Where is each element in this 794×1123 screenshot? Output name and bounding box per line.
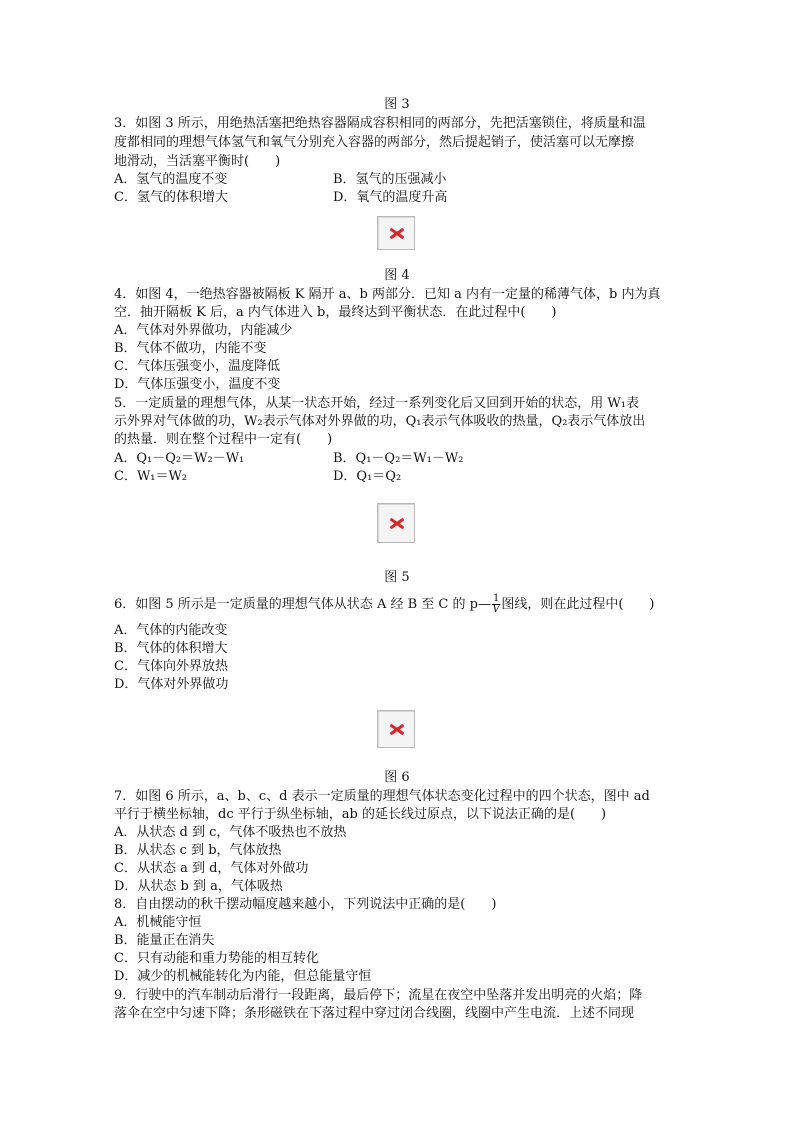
question-6-option-b: B．气体的体积增大 bbox=[114, 641, 228, 656]
question-5-line-3: 的热量．则在整个过程中一定有( ) bbox=[114, 432, 333, 447]
question-6-option-a: A．气体的内能改变 bbox=[114, 623, 228, 638]
question-8-option-a: A．机械能守恒 bbox=[114, 915, 202, 930]
question-8-option-c: C．只有动能和重力势能的相互转化 bbox=[114, 951, 319, 966]
broken-image-icon bbox=[389, 723, 405, 735]
question-3-line-1: 3．如图 3 所示，用绝热活塞把绝热容器隔成容积相同的两部分，先把活塞锁住，将质量和温 bbox=[114, 116, 646, 131]
question-8-option-b: B．能量正在消失 bbox=[114, 933, 215, 948]
question-3-option-d: D．氧气的温度升高 bbox=[333, 190, 448, 205]
reciprocal-v-fraction bbox=[492, 594, 500, 615]
question-8-line-1: 8．自由摆动的秋千摆动幅度越来越小，下列说法中正确的是( ) bbox=[114, 897, 497, 912]
broken-image-icon bbox=[389, 227, 405, 239]
question-7-option-d: D．从状态 b 到 a，气体吸热 bbox=[114, 879, 283, 894]
question-6-option-d: D．气体对外界做功 bbox=[114, 677, 229, 692]
question-3-line-3: 地滑动，当活塞平衡时( ) bbox=[114, 154, 281, 169]
fraction-numerator: 1 bbox=[492, 593, 500, 604]
question-5-option-b: B．Q₁－Q₂＝W₁－W₂ bbox=[333, 451, 464, 466]
figure-6-caption: 图 6 bbox=[384, 770, 410, 785]
figure-6-image bbox=[377, 710, 415, 748]
question-6-text-after: 图线，则在此过程中( ) bbox=[501, 597, 655, 612]
figure-3-caption: 图 3 bbox=[384, 97, 410, 112]
question-7-option-b: B．从状态 c 到 b，气体放热 bbox=[114, 843, 282, 858]
broken-image-icon bbox=[389, 517, 405, 529]
question-3-option-c: C．氢气的体积增大 bbox=[114, 190, 228, 205]
question-4-line-1: 4．如图 4，一绝热容器被隔板 K 隔开 a、b 两部分．已知 a 内有一定量的稀薄气体，b 内为真 bbox=[114, 287, 661, 302]
question-5-option-d: D．Q₁＝Q₂ bbox=[333, 469, 402, 484]
question-9-line-2: 落伞在空中匀速下降；条形磁铁在下落过程中穿过闭合线圈，线圈中产生电流．上述不同现 bbox=[114, 1006, 635, 1021]
question-4-option-c: C．气体压强变小，温度降低 bbox=[114, 359, 280, 374]
question-3-line-2: 度都相同的理想气体氢气和氧气分别充入容器的两部分，然后提起销子，使活塞可以无摩擦 bbox=[114, 135, 635, 150]
question-9-line-1: 9．行驶中的汽车制动后滑行一段距离，最后停下；流星在夜空中坠落并发出明亮的火焰；降 bbox=[114, 988, 643, 1003]
fraction-denominator: V bbox=[492, 604, 500, 615]
figure-5-image bbox=[377, 503, 415, 543]
question-7-line-1: 7．如图 6 所示，a、b、c、d 表示一定质量的理想气体状态变化过程中的四个状态，图中 ad bbox=[114, 789, 650, 804]
question-7-line-2: 平行于横坐标轴，dc 平行于纵坐标轴，ab 的延长线过原点，以下说法正确的是( ) bbox=[114, 807, 607, 822]
question-7-option-a: A．从状态 d 到 c，气体不吸热也不放热 bbox=[114, 825, 347, 840]
question-5-option-a: A．Q₁－Q₂＝W₂－W₁ bbox=[114, 451, 245, 466]
figure-5-caption: 图 5 bbox=[384, 570, 410, 585]
figure-4-image bbox=[377, 216, 415, 250]
question-4-option-a: A．气体对外界做功，内能减少 bbox=[114, 323, 293, 338]
question-8-option-d: D．减少的机械能转化为内能，但总能量守恒 bbox=[114, 969, 372, 984]
question-6-line-1 bbox=[114, 592, 654, 618]
question-4-line-2: 空．抽开隔板 K 后，a 内气体进入 b，最终达到平衡状态．在此过程中( ) bbox=[114, 305, 557, 320]
question-4-option-b: B．气体不做功，内能不变 bbox=[114, 341, 267, 356]
question-6-text-before: 6．如图 5 所示是一定质量的理想气体从状态 A 经 B 至 C 的 p— bbox=[114, 597, 491, 612]
question-5-line-2: 示外界对气体做的功，W₂表示气体对外界做的功，Q₁表示气体吸收的热量，Q₂表示气体放出 bbox=[114, 414, 646, 429]
question-5-option-c: C．W₁＝W₂ bbox=[114, 469, 188, 484]
question-7-option-c: C．从状态 a 到 d，气体对外做功 bbox=[114, 861, 309, 876]
figure-4-caption: 图 4 bbox=[384, 268, 410, 283]
question-6-option-c: C．气体向外界放热 bbox=[114, 659, 228, 674]
question-3-option-b: B．氢气的压强减小 bbox=[333, 172, 447, 187]
question-3-option-a: A．氢气的温度不变 bbox=[114, 172, 228, 187]
question-4-option-d: D．气体压强变小，温度不变 bbox=[114, 377, 281, 392]
question-5-line-1: 5．一定质量的理想气体，从某一状态开始，经过一系列变化后又回到开始的状态，用 W₁表 bbox=[114, 396, 639, 411]
